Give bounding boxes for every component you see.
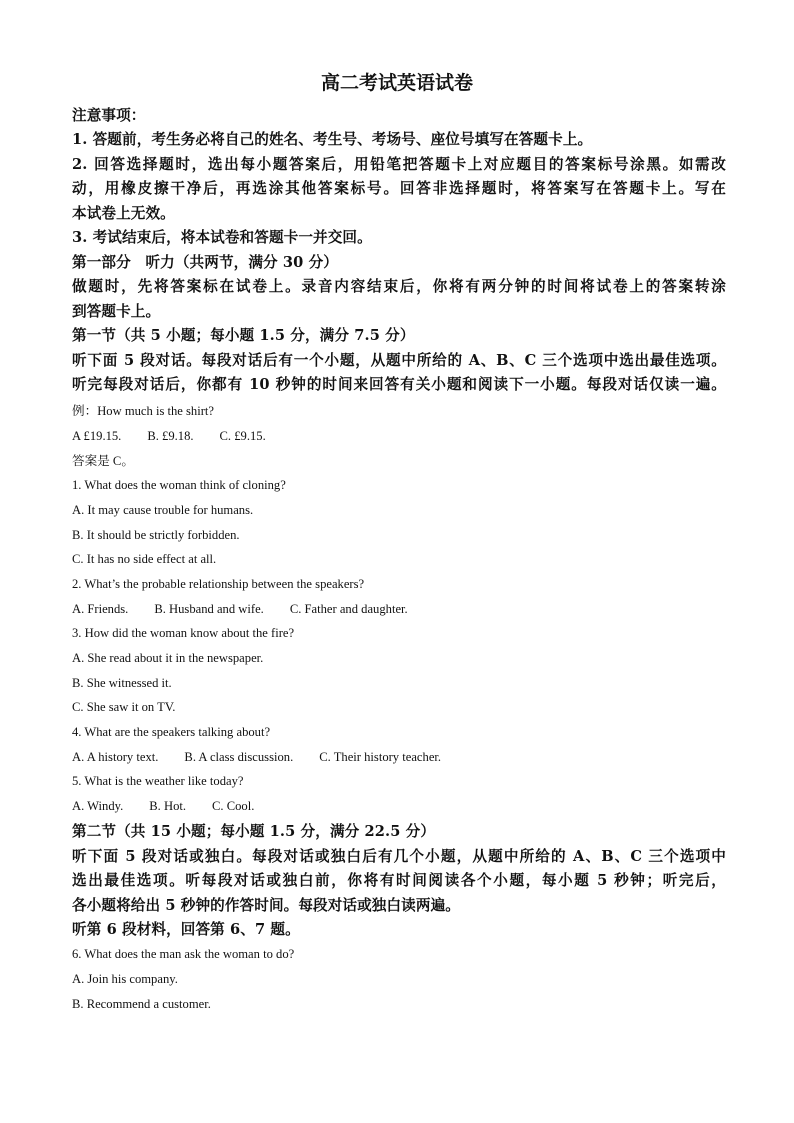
- question-2-option-c: C. Father and daughter.: [289, 602, 408, 616]
- question-6-option-b: B. Recommend a customer.: [72, 997, 211, 1011]
- part1-instruction-line-2: 到答题卡上。: [72, 303, 161, 320]
- question-3-option-b: B. She witnessed it.: [72, 676, 172, 690]
- question-4-stem: 4. What are the speakers talking about?: [72, 725, 271, 739]
- question-5-options: [72, 796, 726, 816]
- section2-heading: 第二节（共 15 小题；每小题 1.5 分，满分 22.5 分）: [72, 823, 436, 840]
- question-5-option-c: C. Cool.: [212, 799, 255, 813]
- material-6-heading: 听第 6 段材料，回答第 6、7 题。: [72, 921, 300, 938]
- notice-item-3: 3. 考试结束后，将本试卷和答题卡一并交回。: [72, 229, 372, 246]
- question-2-options: [72, 599, 726, 619]
- question-6-stem: 6. What does the man ask the woman to do?: [72, 947, 295, 961]
- notice-item-2-line-1: 2. 回答选择题时，选出每小题答案后，用铅笔把答题卡上对应题目的答案标号涂黑。如需改: [72, 156, 726, 173]
- section2-instruction-line-3: 各小题将给出 5 秒钟的作答时间。每段对话或独白读两遍。: [72, 897, 460, 914]
- question-4-option-b: B. A class discussion.: [184, 750, 294, 764]
- question-4-option-a: A. A history text.: [72, 750, 159, 764]
- page-title: 高二考试英语试卷: [320, 72, 473, 94]
- question-1-option-c: C. It has no side effect at all.: [72, 552, 217, 566]
- example-option-a: A £19.15.: [72, 429, 122, 443]
- question-3-option-c: C. She saw it on TV.: [72, 700, 176, 714]
- notice-heading: 注意事项：: [72, 107, 146, 124]
- question-5-option-b: B. Hot.: [149, 799, 187, 813]
- question-2-stem: 2. What’s the probable relationship between the speakers?: [72, 577, 365, 591]
- question-4-options: [72, 747, 726, 767]
- part1-instruction-line-1: 做题时，先将答案标在试卷上。录音内容结束后，你将有两分钟的时间将试卷上的答案转涂: [72, 278, 726, 295]
- example-question: 例：How much is the shirt?: [72, 404, 215, 418]
- question-4-option-c: C. Their history teacher.: [319, 750, 442, 764]
- section2-instruction-line-2: 选出最佳选项。听每段对话或独白前，你将有时间阅读各个小题，每小题 5 秒钟；听完后，: [72, 872, 726, 889]
- question-5-option-a: A. Windy.: [72, 799, 124, 813]
- question-1-option-b: B. It should be strictly forbidden.: [72, 528, 240, 542]
- question-2-option-a: A. Friends.: [72, 602, 129, 616]
- notice-item-2-line-3: 本试卷上无效。: [72, 205, 175, 222]
- section2-instruction-line-1: 听下面 5 段对话或独白。每段对话或独白后有几个小题，从题中所给的 A、B、C 三个选项中: [72, 848, 726, 865]
- section1-instruction-line-1: 听下面 5 段对话。每段对话后有一个小题，从题中所给的 A、B、C 三个选项中选出最佳选项。: [72, 352, 726, 369]
- question-3-stem: 3. How did the woman know about the fire?: [72, 626, 295, 640]
- example-options: [72, 426, 726, 446]
- section1-instruction-line-2: 听完每段对话后，你都有 10 秒钟的时间来回答有关小题和阅读下一小题。每段对话仅读一遍。: [72, 376, 726, 393]
- question-3-option-a: A. She read about it in the newspaper.: [72, 651, 264, 665]
- notice-item-1: 1. 答题前，考生务必将自己的姓名、考生号、考场号、座位号填写在答题卡上。: [72, 131, 593, 148]
- example-option-c: C. £9.15.: [219, 429, 266, 443]
- notice-item-2-line-2: 动，用橡皮擦干净后，再选涂其他答案标号。回答非选择题时，将答案写在答题卡上。写在: [72, 180, 726, 197]
- question-1-option-a: A. It may cause trouble for humans.: [72, 503, 254, 517]
- question-1-stem: 1. What does the woman think of cloning?: [72, 478, 286, 492]
- part1-heading: 第一部分 听力（共两节，满分 30 分）: [72, 254, 338, 271]
- section1-heading: 第一节（共 5 小题；每小题 1.5 分，满分 7.5 分）: [72, 327, 415, 344]
- question-5-stem: 5. What is the weather like today?: [72, 774, 244, 788]
- question-6-option-a: A. Join his company.: [72, 972, 178, 986]
- question-2-option-b: B. Husband and wife.: [154, 602, 264, 616]
- example-option-b: B. £9.18.: [147, 429, 194, 443]
- example-answer: 答案是 C。: [72, 454, 134, 468]
